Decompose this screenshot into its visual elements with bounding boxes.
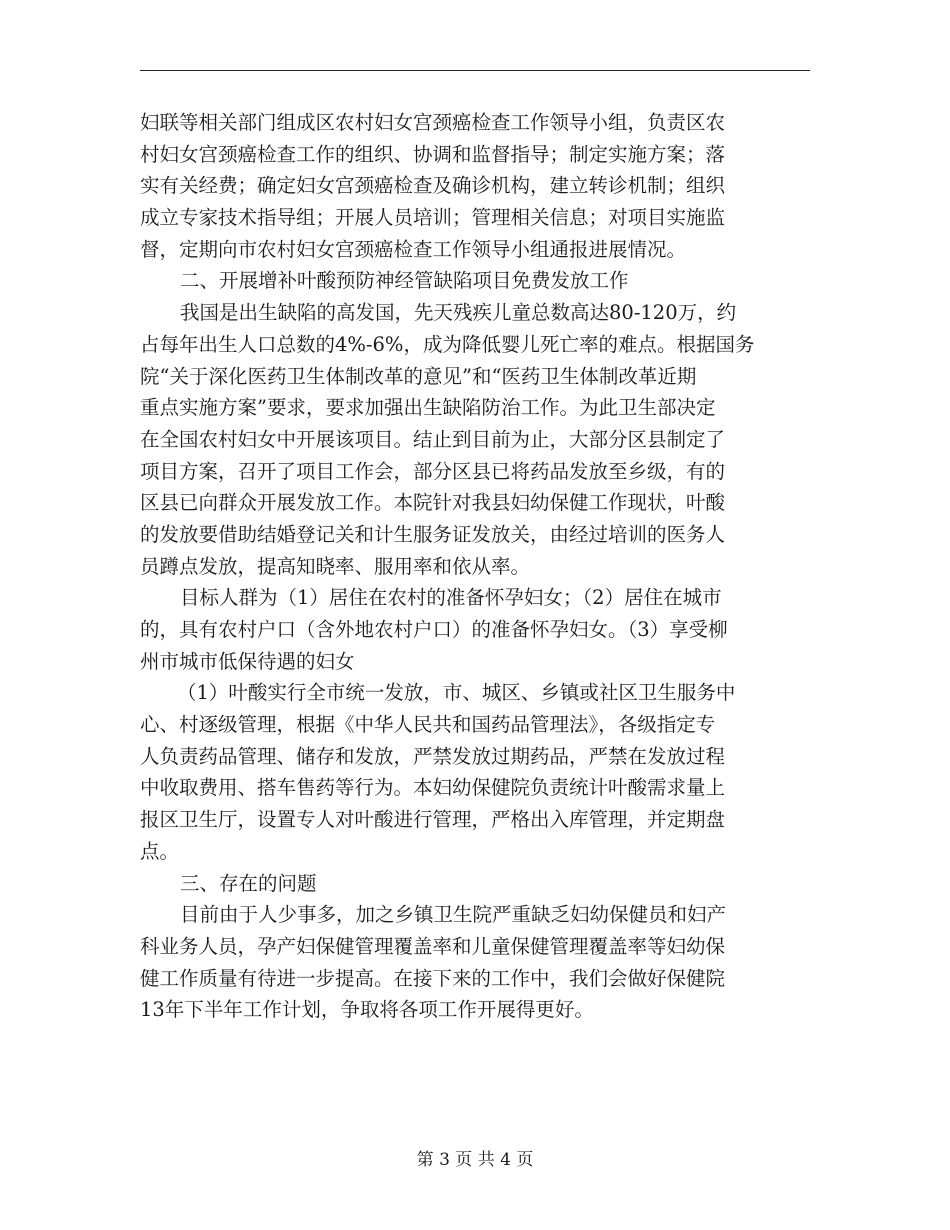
text-line: 院“关于深化医药卫生体制改革的意见”和“医药卫生体制改革近期 [140, 364, 697, 388]
section-heading: 二、开展增补叶酸预防神经管缺陷项目免费发放工作 [180, 269, 629, 293]
page-number: 第 3 页 共 4 页 [416, 1150, 534, 1170]
text-line: 督，定期向市农村妇女宫颈癌检查工作领导小组通报进展情况。 [140, 237, 687, 261]
text-line: 健工作质量有待进一步提高。在接下来的工作中，我们会做好保健院 [140, 966, 726, 990]
text-line: 目前由于人少事多，加之乡镇卫生院严重缺乏妇幼保健员和妇产 [180, 903, 727, 927]
section-heading: 三、存在的问题 [180, 871, 317, 895]
text-line: 的，具有农村户口（含外地农村户口）的准备怀孕妇女。（3）享受柳 [140, 618, 728, 641]
text-line: 项目方案，召开了项目工作会，部分区县已将药品发放至乡级，有的 [140, 459, 726, 483]
text-line: 村妇女宫颈癌检查工作的组织、协调和监督指导；制定实施方案；落 [140, 142, 726, 166]
text-line: 中收取费用、搭车售药等行为。本妇幼保健院负责统计叶酸需求量上 [140, 776, 726, 800]
text-line: 成立专家技术指导组；开展人员培训；管理相关信息；对项目实施监 [140, 206, 726, 230]
text-line: 13年下半年工作计划，争取将各项工作开展得更好。 [140, 998, 594, 1022]
text-line: 点。 [140, 839, 180, 863]
header-rule [140, 70, 810, 71]
text-line: 科业务人员，孕产妇保健管理覆盖率和儿童保健管理覆盖率等妇幼保 [140, 934, 726, 958]
text-line: 的发放要借助结婚登记关和计生服务证发放关，由经过培训的医务人 [140, 522, 726, 546]
text-line: 实有关经费；确定妇女宫颈癌检查及确诊机构，建立转诊机制；组织 [140, 174, 726, 198]
text-line: 人负责药品管理、储存和发放，严禁发放过期药品，严禁在发放过程 [140, 744, 726, 768]
text-line: 员蹲点发放，提高知晓率、服用率和依从率。 [140, 554, 531, 578]
text-line: 在全国农村妇女中开展该项目。结止到目前为止，大部分区县制定了 [140, 427, 726, 451]
text-line: 重点实施方案”要求，要求加强出生缺陷防治工作。为此卫生部决定 [140, 396, 716, 420]
text-line: 心、村逐级管理，根据《中华人民共和国药品管理法》，各级指定专 [140, 713, 716, 737]
text-line: 妇联等相关部门组成区农村妇女宫颈癌检查工作领导小组，负责区农 [140, 111, 726, 134]
text-line: （1）叶酸实行全市统一发放，市、城区、乡镇或社区卫生服务中 [177, 681, 736, 705]
text-line: 区县已向群众开展发放工作。本院针对我县妇幼保健工作现状，叶酸 [140, 491, 726, 515]
text-line: 州市城市低保待遇的妇女 [140, 649, 355, 673]
document-body [140, 107, 810, 1026]
text-line: 报区卫生厅，设置专人对叶酸进行管理，严格出入库管理，并定期盘 [140, 808, 726, 832]
text-line: 占每年出生人口总数的4%-6%，成为降低婴儿死亡率的难点。根据国务 [140, 332, 755, 356]
text-line: 目标人群为（1）居住在农村的准备怀孕妇女；（2）居住在城市 [180, 586, 722, 610]
text-line: 我国是出生缺陷的高发国，先天残疾儿童总数高达80-120万，约 [180, 301, 737, 325]
